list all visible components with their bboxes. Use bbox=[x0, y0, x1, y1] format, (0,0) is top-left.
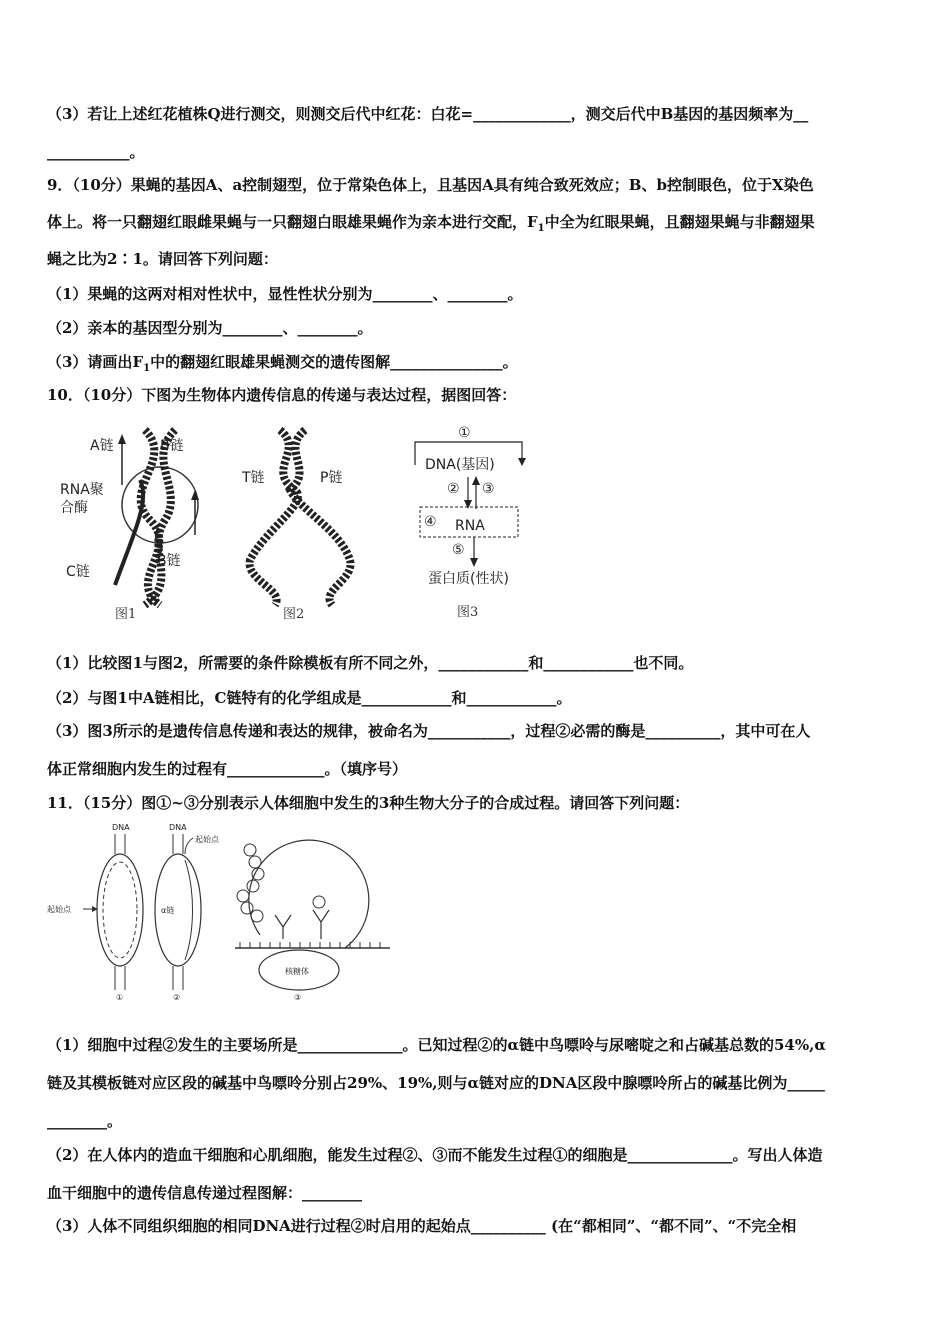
fig11-dna-label-1: DNA bbox=[112, 823, 130, 832]
q9-body-line1: 体上。将一只翻翅红眼雌果蝇与一只翻翅白眼雄果蝇作为亲本进行交配，$F_1$中全为红眼果蝇，且翻翅果蝇与非翻翅果 bbox=[47, 213, 815, 234]
q9-part1: （1）果蝇的这两对相对性状中，显性性状分别为________、________。 bbox=[47, 285, 523, 303]
fig3-caption: 图3 bbox=[457, 605, 479, 620]
q11-part2-line2: 血干细胞中的遗传信息传递过程图解：________ bbox=[47, 1184, 363, 1202]
fig11-origin-left-label: 起始点 bbox=[47, 905, 71, 914]
fig1-rna-polymerase-label2: 合酶 bbox=[60, 500, 88, 516]
fig3-dna-label: DNA(基因) bbox=[425, 457, 495, 473]
q9-part2: （2）亲本的基因型分别为________、________。 bbox=[47, 319, 373, 337]
fig1-b-chain-bottom-label: B链 bbox=[157, 553, 181, 569]
q10-figures bbox=[50, 420, 550, 630]
fig3-rna-label: RNA bbox=[455, 518, 485, 534]
q11-part1-line3: ________。 bbox=[47, 1112, 123, 1130]
q9-part3: （3）请画出$F_1$中的翻翅红眼雄果蝇测交的遗传图解_______________。 bbox=[47, 353, 518, 374]
fig11-3-translation bbox=[235, 840, 390, 1002]
fig11-dna-label-2: DNA bbox=[169, 823, 187, 832]
fig1-a-chain-label: A链 bbox=[90, 438, 114, 454]
q11-figures bbox=[45, 820, 425, 1005]
fig1-caption: 图1 bbox=[115, 607, 137, 622]
fig2-t-chain-label: T链 bbox=[242, 470, 265, 486]
q10-heading: 10．（10分）下图为生物体内遗传信息的传递与表达过程，据图回答： bbox=[47, 386, 517, 404]
fig3-num2: ② bbox=[447, 481, 460, 497]
q10-part3-line1: （3）图3所示的是遗传信息传递和表达的规律，被命名为___________，过程②必需的酶是__________，其中可在人 bbox=[47, 722, 811, 740]
fig11-alpha-chain-label: α链 bbox=[161, 906, 175, 915]
q11-part2-line1: （2）在人体内的造血干细胞和心肌细胞，能发生过程②、③而不能发生过程①的细胞是______________。写出人体造 bbox=[47, 1146, 823, 1164]
q11-part1-line1: （1）细胞中过程②发生的主要场所是______________。已知过程②的α链中鸟嘌呤与尿嘧啶之和占碱基总数的54%,α bbox=[47, 1036, 826, 1054]
fig11-origin-right-label: 起始点 bbox=[195, 835, 219, 844]
q11-part1-line2: 链及其模板链对应区段的碱基中鸟嘌呤分别占29%、19%,则与α链对应的DNA区段中腺嘌呤所占的碱基比例为_____ bbox=[47, 1074, 825, 1092]
q11-heading: 11．（15分）图①~③分别表示人体细胞中发生的3种生物大分子的合成过程。请回答下列问题： bbox=[47, 794, 690, 812]
fig11-num-3: ③ bbox=[294, 993, 302, 1002]
fig11-ribosome-label: 核糖体 bbox=[285, 967, 309, 976]
q9-body-line2: 蝇之比为2∶1。请回答下列问题： bbox=[47, 250, 278, 268]
fig3-num5: ⑤ bbox=[452, 542, 465, 558]
q10-part1: （1）比较图1与图2，所需要的条件除模板有所不同之外，____________和____________也不同。 bbox=[47, 654, 694, 672]
fig2-replication-diagram bbox=[241, 430, 350, 622]
fig1-c-chain-label: C链 bbox=[66, 564, 90, 580]
fig3-central-dogma-diagram bbox=[415, 425, 526, 620]
q8-part3-line1: （3）若让上述红花植株Q进行测交，则测交后代中红花：白花=_____________，测交后代中B基因的基因频率为__ bbox=[47, 105, 809, 123]
fig3-num3: ③ bbox=[482, 481, 495, 497]
fig11-2-transcription bbox=[155, 823, 220, 1002]
fig1-b-chain-top-label: B链 bbox=[160, 438, 184, 454]
fig1-transcription-diagram bbox=[60, 430, 199, 622]
fig3-num1: ① bbox=[458, 425, 471, 441]
fig3-num4: ④ bbox=[424, 514, 437, 530]
q10-part2: （2）与图1中A链相比，C链特有的化学组成是____________和____________。 bbox=[47, 689, 572, 707]
fig3-protein-label: 蛋白质(性状) bbox=[428, 571, 509, 587]
fig11-num-1: ① bbox=[116, 993, 124, 1002]
q8-part3-line2: ___________。 bbox=[47, 143, 145, 161]
q10-part3-line2: 体正常细胞内发生的过程有_____________。（填序号） bbox=[47, 760, 408, 778]
fig1-rna-polymerase-label1: RNA聚 bbox=[60, 482, 104, 498]
fig2-caption: 图2 bbox=[283, 607, 305, 622]
q11-part3: （3）人体不同组织细胞的相同DNA进行过程②时启用的起始点__________ (在“都相同”、“都不同”、“不完全相 bbox=[47, 1217, 797, 1235]
q9-heading: 9．（10分）果蝇的基因A、a控制翅型，位于常染色体上，且基因A具有纯合致死效应；B、b控制眼色，位于X染色 bbox=[47, 176, 814, 194]
fig11-1-replication bbox=[47, 823, 143, 1002]
fig2-p-chain-label: P链 bbox=[320, 470, 343, 486]
fig11-num-2: ② bbox=[173, 993, 181, 1002]
